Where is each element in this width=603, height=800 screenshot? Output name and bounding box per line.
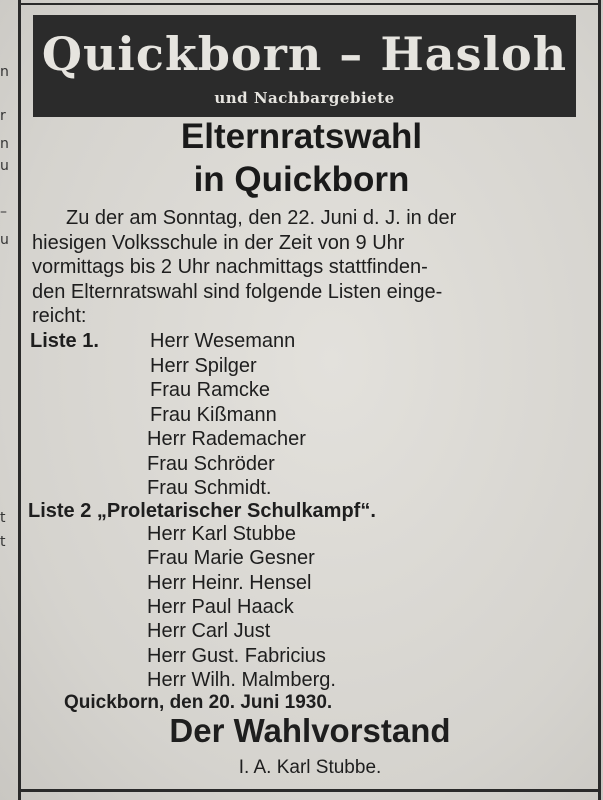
masthead-banner <box>33 15 576 117</box>
list-1-member: Frau Schmidt. <box>147 477 272 499</box>
list-1-member: Herr Spilger <box>150 355 257 377</box>
intro-line: hiesigen Volksschule in der Zeit von 9 Uhr <box>32 231 405 254</box>
list-2-member: Herr Karl Stubbe <box>147 523 296 545</box>
fragment-letter: n <box>0 136 9 152</box>
list-1-member: Frau Schröder <box>147 453 275 475</box>
list-1-member: Herr Rademacher <box>147 428 306 450</box>
list-1-member: Frau Kißmann <box>150 404 277 426</box>
intro-line: Zu der am Sonntag, den 22. Juni d. J. in der <box>66 207 457 229</box>
list-2-member: Herr Carl Just <box>147 620 271 642</box>
list-1-member: Herr Wesemann <box>150 330 296 352</box>
headline-line-1: Elternratswahl <box>180 117 423 156</box>
list-2-member: Frau Marie Gesner <box>147 547 315 569</box>
signature-title: Der Wahlvorstand <box>169 712 451 749</box>
bottom-rule <box>18 789 601 792</box>
fragment-letter: r <box>0 108 6 124</box>
fragment-letter: u <box>0 158 9 174</box>
list-2-label: Liste 2 „Proletarischer Schulkampf“. <box>28 500 376 522</box>
fragment-letter: t <box>0 534 6 550</box>
intro-paragraph <box>32 206 588 329</box>
list-2-member: Herr Paul Haack <box>147 596 294 618</box>
list-1-label: Liste 1. <box>30 330 99 352</box>
list-2-member: Herr Wilh. Malmberg. <box>147 669 336 691</box>
top-rule <box>18 3 601 5</box>
list-2-member: Herr Heinr. Hensel <box>147 572 312 594</box>
intro-line: vormittags bis 2 Uhr nachmittags stattfinden- <box>32 256 428 278</box>
intro-line: den Elternratswahl sind folgende Listen einge- <box>32 280 443 303</box>
headline-line-2: in Quickborn <box>193 160 410 199</box>
masthead-subtitle: und Nachbargebiete <box>214 89 395 107</box>
place-date-line: Quickborn, den 20. Juni 1930. <box>64 692 333 713</box>
fragment-letter: – <box>0 204 7 220</box>
list-1-member: Frau Ramcke <box>150 379 271 401</box>
list-2-member: Herr Gust. Fabricius <box>147 645 326 667</box>
fragment-letter: t <box>0 510 6 526</box>
fragment-letter: n <box>0 64 9 80</box>
fragment-letter: u <box>0 232 9 248</box>
signature-line: I. A. Karl Stubbe. <box>238 757 382 778</box>
masthead-title: Quickborn – Hasloh <box>41 27 568 81</box>
intro-line: reicht: <box>32 305 87 327</box>
